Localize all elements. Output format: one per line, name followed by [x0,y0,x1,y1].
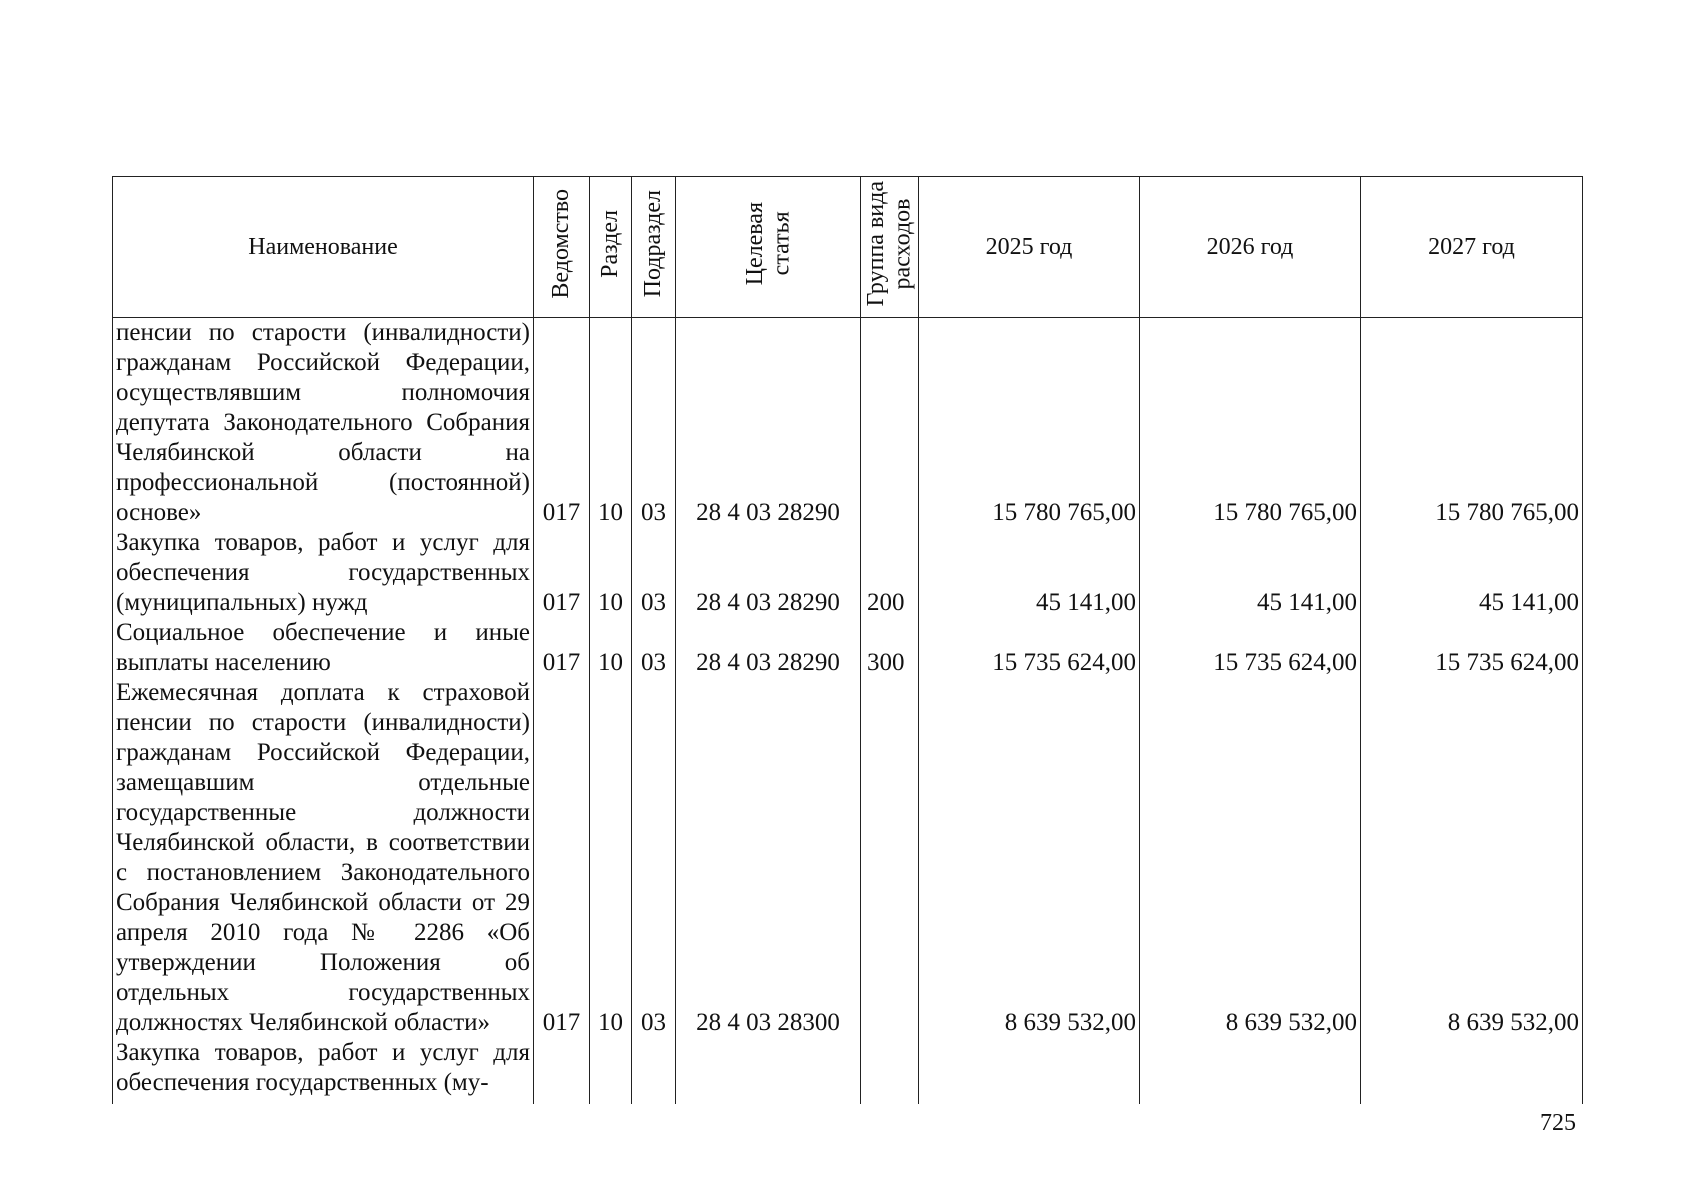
table-header [113,177,1583,318]
cell-year-2027: 45 141,00 [1361,528,1583,618]
cell-year-2025: 45 141,00 [919,528,1140,618]
cell-podrazdel: 03 [632,618,676,678]
budget-table [112,176,1583,1104]
cell-name: Ежемесячная доплата к страховой пенсии по старости (инвалидности) гражданам Российской Федерации, замещавшим отдельные государственные должности Челябинской области, в соответствии с постановлением Законодательного Собрания Челябинской области от 29 апреля 2010 года № 2286 «Об утверждении Положения об отдельных государственных должностях Челябинской области» [113,678,534,1038]
cell-gruppa [861,318,919,529]
header-name: Наименование [113,177,534,318]
cell-celevaya-statya [676,1038,861,1104]
table-body [113,318,1583,1105]
cell-celevaya-statya: 28 4 03 28300 [676,678,861,1038]
header-razdel: Раздел [590,177,632,318]
cell-razdel: 10 [590,318,632,529]
table-row [113,618,1583,678]
cell-year-2025 [919,1038,1140,1104]
cell-year-2026: 45 141,00 [1140,528,1361,618]
cell-gruppa [861,678,919,1038]
header-podrazdel: Подраздел [632,177,676,318]
cell-razdel: 10 [590,528,632,618]
cell-vedomstvo: 017 [534,678,590,1038]
cell-year-2025: 15 780 765,00 [919,318,1140,529]
cell-razdel: 10 [590,618,632,678]
cell-year-2026: 8 639 532,00 [1140,678,1361,1038]
table-row [113,318,1583,529]
cell-celevaya-statya: 28 4 03 28290 [676,528,861,618]
cell-year-2025: 15 735 624,00 [919,618,1140,678]
cell-gruppa: 300 [861,618,919,678]
header-year-2026: 2026 год [1140,177,1361,318]
cell-name: Закупка товаров, работ и услуг для обеспечения государственных (муниципальных) нужд [113,528,534,618]
cell-podrazdel: 03 [632,318,676,529]
cell-year-2026: 15 735 624,00 [1140,618,1361,678]
table-row [113,1038,1583,1104]
cell-year-2027: 8 639 532,00 [1361,678,1583,1038]
cell-vedomstvo: 017 [534,618,590,678]
cell-year-2026 [1140,1038,1361,1104]
cell-name: Социальное обеспечение и иные выплаты населению [113,618,534,678]
cell-celevaya-statya: 28 4 03 28290 [676,318,861,529]
cell-year-2027: 15 780 765,00 [1361,318,1583,529]
page-number: 725 [1540,1110,1576,1136]
cell-podrazdel: 03 [632,678,676,1038]
cell-razdel [590,1038,632,1104]
table-row [113,528,1583,618]
cell-podrazdel: 03 [632,528,676,618]
header-vedomstvo: Ведомство [534,177,590,318]
cell-gruppa: 200 [861,528,919,618]
header-celevaya-statya: Целевая статья [676,177,861,318]
cell-name: Закупка товаров, работ и услуг для обеспечения государственных (му- [113,1038,534,1104]
cell-vedomstvo: 017 [534,318,590,529]
header-year-2025: 2025 год [919,177,1140,318]
header-gruppa-vida-rashodov: Группа вида расходов [861,177,919,318]
cell-name: пенсии по старости (инвалидности) гражданам Российской Федерации, осуществлявшим полномочия депутата Законодательного Собрания Челябинской области на профессиональной (постоянной) основе» [113,318,534,529]
cell-celevaya-statya: 28 4 03 28290 [676,618,861,678]
cell-vedomstvo [534,1038,590,1104]
table-row [113,678,1583,1038]
cell-year-2027 [1361,1038,1583,1104]
header-year-2027: 2027 год [1361,177,1583,318]
cell-year-2026: 15 780 765,00 [1140,318,1361,529]
cell-razdel: 10 [590,678,632,1038]
cell-podrazdel [632,1038,676,1104]
cell-year-2027: 15 735 624,00 [1361,618,1583,678]
cell-year-2025: 8 639 532,00 [919,678,1140,1038]
cell-gruppa [861,1038,919,1104]
cell-vedomstvo: 017 [534,528,590,618]
